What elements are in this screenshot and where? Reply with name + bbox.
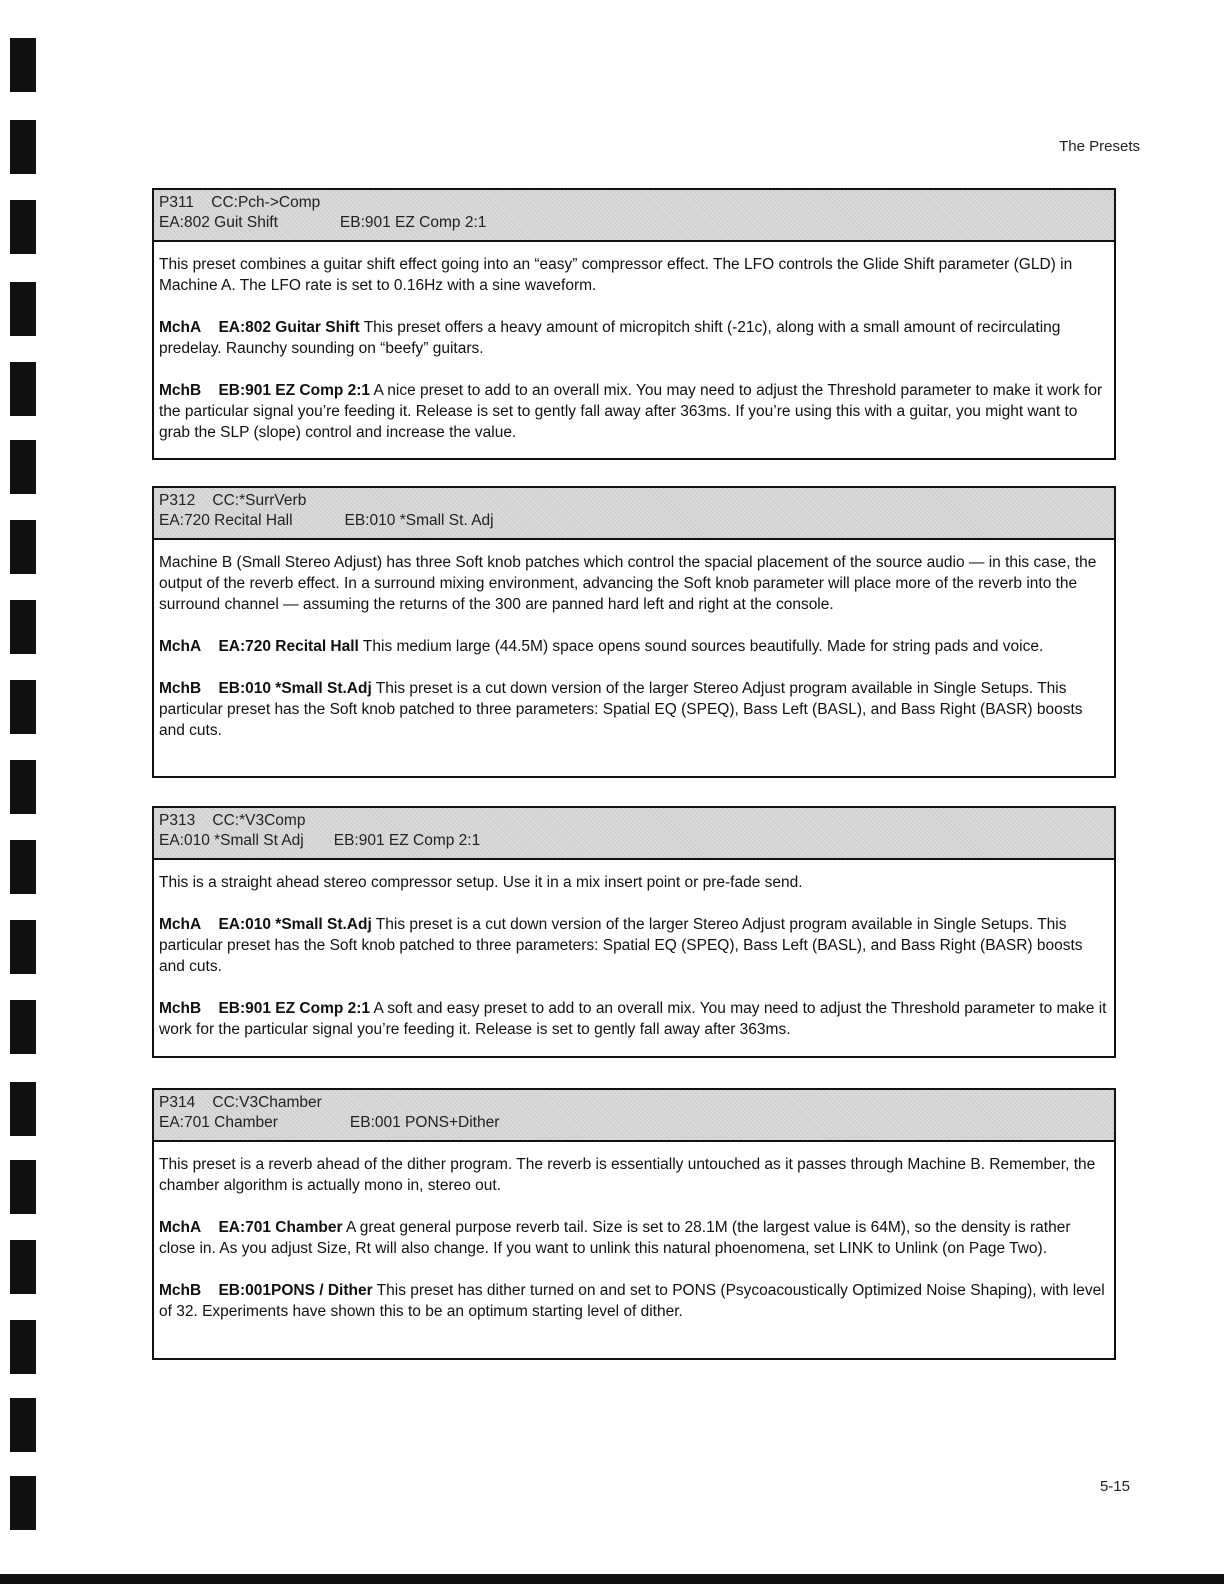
preset-intro: This preset combines a guitar shift effect going into an “easy” compressor effect. The LFO controls the Glide Shift parameter (GLD) in Machine A. The LFO rate is set to 0.16Hz with a sine waveform. xyxy=(159,256,1073,294)
machine-labels xyxy=(159,1113,1114,1133)
page-header-title: The Presets xyxy=(1059,138,1140,155)
machine-b-text: A soft and easy preset to add to an overall mix. You may need to adjust the Threshold parameter to make it work for the particular signal you’re feeding it. Release is set to gently fall away after 363ms. xyxy=(159,1000,1107,1038)
machine-b-paragraph xyxy=(159,1280,1109,1322)
machine-b-paragraph xyxy=(159,678,1109,741)
machine-a-paragraph xyxy=(159,636,1109,657)
preset-title: P313 CC:*V3Comp xyxy=(159,812,306,829)
binding-hole xyxy=(10,1000,36,1054)
preset-box xyxy=(152,486,1116,778)
machine-a-text: This preset offers a heavy amount of micropitch shift (-21c), along with a small amount of recirculating predelay. Raunchy sounding on “beefy” guitars. xyxy=(159,319,1061,357)
machine-a-label: EA:720 Recital Hall xyxy=(159,512,293,529)
binding-hole xyxy=(10,38,36,92)
binding-hole xyxy=(10,1320,36,1374)
machine-a-tag: MchA xyxy=(159,319,202,336)
machine-b-label: EB:001 PONS+Dither xyxy=(349,1114,500,1131)
machine-labels xyxy=(159,831,1114,851)
scan-edge-bar xyxy=(0,1574,1224,1584)
machine-a-title: EA:720 Recital Hall xyxy=(218,638,359,655)
machine-a-paragraph xyxy=(159,914,1109,977)
preset-intro: Machine B (Small Stereo Adjust) has three Soft knob patches which control the spacial placement of the source audio — in this case, the output of the reverb effect. In a surround mixing environment, advancing the Soft knob parameter will place more of the reverb into the surround channel — assuming the returns of the 300 are panned hard left and right at the console. xyxy=(159,554,1097,613)
machine-a-title: EA:701 Chamber xyxy=(218,1219,343,1236)
preset-intro: This is a straight ahead stereo compressor setup. Use it in a mix insert point or pre-fade send. xyxy=(159,874,803,891)
binding-hole xyxy=(10,362,36,416)
binding-hole xyxy=(10,520,36,574)
preset-description xyxy=(154,242,1114,449)
preset-header xyxy=(154,488,1114,540)
binding-hole xyxy=(10,1476,36,1530)
preset-title: P312 CC:*SurrVerb xyxy=(159,492,307,509)
machine-b-label: EB:901 EZ Comp 2:1 xyxy=(339,214,487,231)
preset-intro: This preset is a reverb ahead of the dither program. The reverb is essentially untouched as it passes through Machine B. Remember, the chamber algorithm is actually mono in, stereo out. xyxy=(159,1156,1096,1194)
machine-b-title: EB:901 EZ Comp 2:1 xyxy=(218,1000,371,1017)
preset-title: P311 CC:Pch->Comp xyxy=(159,194,321,211)
page-number: 5-15 xyxy=(1099,1478,1130,1495)
preset-header xyxy=(154,1090,1114,1142)
machine-b-title: EB:001PONS / Dither xyxy=(218,1282,373,1299)
machine-b-tag: MchB xyxy=(159,680,202,697)
preset-description xyxy=(154,1142,1114,1328)
machine-a-title: EA:010 *Small St.Adj xyxy=(218,916,372,933)
binding-hole xyxy=(10,1240,36,1294)
binding-hole xyxy=(10,600,36,654)
machine-a-paragraph xyxy=(159,1217,1109,1259)
machine-a-tag: MchA xyxy=(159,1219,202,1236)
preset-description xyxy=(154,540,1114,747)
binding-hole xyxy=(10,760,36,814)
preset-header xyxy=(154,808,1114,860)
machine-labels xyxy=(159,213,1114,233)
preset-title: P314 CC:V3Chamber xyxy=(159,1094,322,1111)
machine-a-label: EA:010 *Small St Adj xyxy=(159,832,304,849)
binding-hole xyxy=(10,840,36,894)
machine-a-text: This preset is a cut down version of the larger Stereo Adjust program available in Single Setups. This particular preset has the Soft knob patched to three parameters: Spatial EQ (SPEQ), Bass Left (BASL), and Bass Right (BASR) boosts and cuts. xyxy=(159,916,1083,975)
preset-header xyxy=(154,190,1114,242)
machine-a-label: EA:701 Chamber xyxy=(159,1114,278,1131)
binding-hole xyxy=(10,1082,36,1136)
machine-a-tag: MchA xyxy=(159,916,202,933)
machine-b-title: EB:010 *Small St.Adj xyxy=(218,680,372,697)
machine-b-paragraph xyxy=(159,998,1109,1040)
machine-b-tag: MchB xyxy=(159,382,202,399)
machine-a-tag: MchA xyxy=(159,638,202,655)
binding-hole xyxy=(10,200,36,254)
machine-a-text: A great general purpose reverb tail. Size is set to 28.1M (the largest value is 64M), so the density is rather close in. As you adjust Size, Rt will also change. If you want to unlink this natural phoenomena, set LINK to Unlink (on Page Two). xyxy=(159,1219,1071,1257)
machine-a-paragraph xyxy=(159,317,1109,359)
preset-box xyxy=(152,806,1116,1058)
binding-hole xyxy=(10,1160,36,1214)
machine-a-text: This medium large (44.5M) space opens sound sources beautifully. Made for string pads and voice. xyxy=(362,638,1044,655)
machine-labels xyxy=(159,511,1114,531)
machine-b-text: This preset is a cut down version of the larger Stereo Adjust program available in Single Setups. This particular preset has the Soft knob patched to three parameters: Spatial EQ (SPEQ), Bass Left (BASL), and Bass Right (BASR) boosts and cuts. xyxy=(159,680,1083,739)
machine-b-text: A nice preset to add to an overall mix. You may need to adjust the Threshold parameter to make it work for the particular signal you’re feeding it. Release is set to gently fall away after 363ms. If you’re using this with a guitar, you might want to grab the SLP (slope) control and increase the value. xyxy=(159,382,1103,441)
binding-hole xyxy=(10,680,36,734)
machine-b-tag: MchB xyxy=(159,1282,202,1299)
machine-b-tag: MchB xyxy=(159,1000,202,1017)
binding-hole xyxy=(10,440,36,494)
binding-hole xyxy=(10,282,36,336)
preset-description xyxy=(154,860,1114,1046)
machine-b-title: EB:901 EZ Comp 2:1 xyxy=(218,382,371,399)
machine-b-label: EB:010 *Small St. Adj xyxy=(344,512,494,529)
machine-a-label: EA:802 Guit Shift xyxy=(159,214,278,231)
machine-b-label: EB:901 EZ Comp 2:1 xyxy=(333,832,481,849)
binding-hole xyxy=(10,920,36,974)
machine-a-title: EA:802 Guitar Shift xyxy=(218,319,360,336)
binding-hole xyxy=(10,120,36,174)
preset-box xyxy=(152,1088,1116,1360)
preset-box xyxy=(152,188,1116,460)
machine-b-text: This preset has dither turned on and set to PONS (Psycoacoustically Optimized Noise Shaping), with level of 32. Experiments have shown this to be an optimum starting level of dither. xyxy=(159,1282,1105,1320)
machine-b-paragraph xyxy=(159,380,1109,443)
binding-hole xyxy=(10,1398,36,1452)
binding-holes xyxy=(0,0,70,1584)
